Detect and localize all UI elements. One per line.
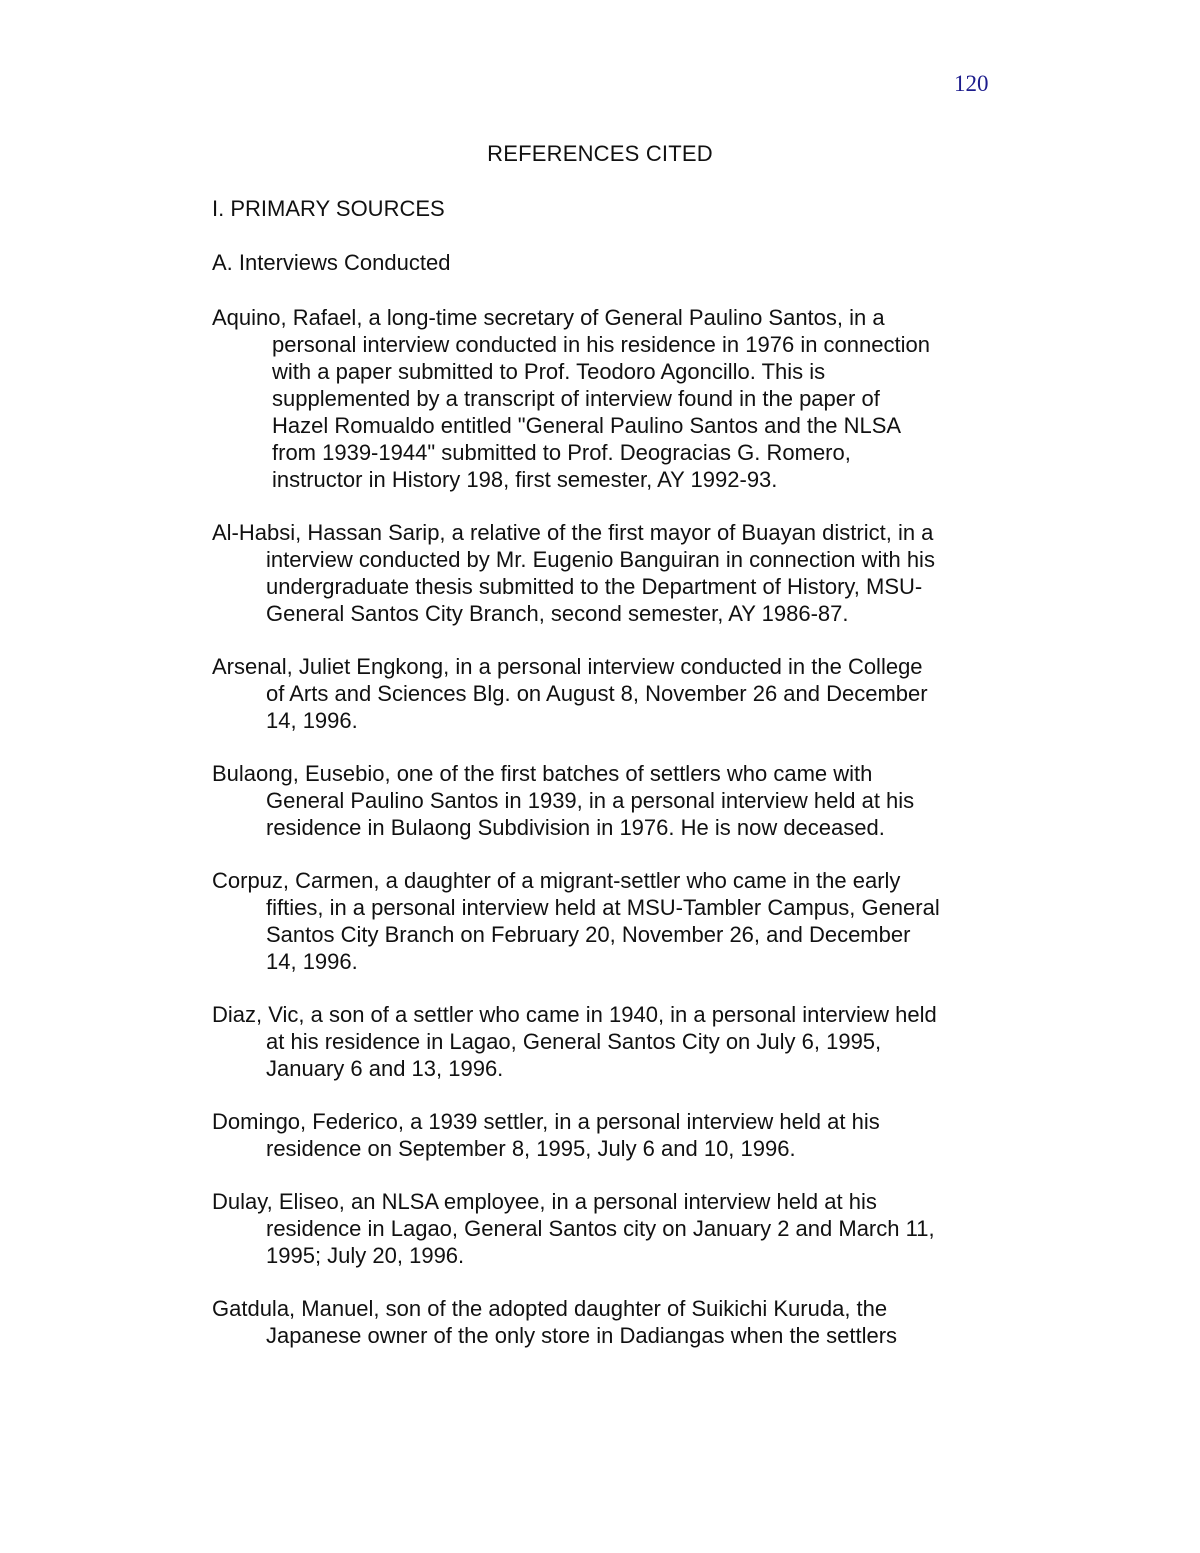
document-title: REFERENCES CITED [487, 141, 713, 166]
reference-entry [212, 1295, 992, 1349]
reference-line: General Paulino Santos in 1939, in a personal interview held at his [266, 788, 915, 813]
reference-line: General Santos City Branch, second semester, AY 1986-87. [266, 601, 849, 626]
reference-line: instructor in History 198, first semester, AY 1992-93. [272, 467, 778, 492]
reference-line: residence on September 8, 1995, July 6 and 10, 1996. [266, 1136, 796, 1161]
section-heading: I. PRIMARY SOURCES [212, 196, 445, 221]
reference-line: residence in Bulaong Subdivision in 1976. He is now deceased. [266, 815, 885, 840]
reference-entry [212, 653, 992, 734]
reference-line: undergraduate thesis submitted to the Department of History, MSU- [266, 574, 923, 599]
reference-line: Bulaong, Eusebio, one of the first batches of settlers who came with [212, 761, 873, 786]
reference-entry [212, 304, 992, 493]
reference-line: Arsenal, Juliet Engkong, in a personal interview conducted in the College [212, 654, 923, 679]
reference-line: Santos City Branch on February 20, November 26, and December [266, 922, 911, 947]
reference-line: at his residence in Lagao, General Santos City on July 6, 1995, [266, 1029, 882, 1054]
reference-entry [212, 1001, 992, 1082]
reference-entry [212, 1108, 992, 1162]
reference-entry [212, 519, 992, 627]
reference-line: 1995; July 20, 1996. [266, 1243, 465, 1268]
reference-line: Diaz, Vic, a son of a settler who came in 1940, in a personal interview held [212, 1002, 937, 1027]
reference-entry [212, 760, 992, 841]
reference-list [212, 304, 992, 1375]
reference-line: supplemented by a transcript of interview found in the paper of [272, 386, 880, 411]
reference-line: Aquino, Rafael, a long-time secretary of General Paulino Santos, in a [212, 305, 885, 330]
reference-line: residence in Lagao, General Santos city on January 2 and March 11, [266, 1216, 935, 1241]
reference-entry [212, 867, 992, 975]
reference-line: Domingo, Federico, a 1939 settler, in a personal interview held at his [212, 1109, 880, 1134]
reference-line: 14, 1996. [266, 708, 358, 733]
reference-line: 14, 1996. [266, 949, 358, 974]
reference-line: fifties, in a personal interview held at MSU-Tambler Campus, General [266, 895, 940, 920]
reference-entry [212, 1188, 992, 1269]
reference-line: with a paper submitted to Prof. Teodoro Agoncillo. This is [272, 359, 826, 384]
reference-line: Japanese owner of the only store in Dadiangas when the settlers [266, 1323, 898, 1348]
reference-line: of Arts and Sciences Blg. on August 8, November 26 and December [266, 681, 928, 706]
page-number: 120 [954, 71, 989, 96]
reference-line: Al-Habsi, Hassan Sarip, a relative of the first mayor of Buayan district, in a [212, 520, 934, 545]
reference-line: interview conducted by Mr. Eugenio Banguiran in connection with his [266, 547, 935, 572]
reference-line: January 6 and 13, 1996. [266, 1056, 504, 1081]
reference-line: Corpuz, Carmen, a daughter of a migrant-settler who came in the early [212, 868, 901, 893]
reference-line: Dulay, Eliseo, an NLSA employee, in a personal interview held at his [212, 1189, 877, 1214]
reference-line: from 1939-1944" submitted to Prof. Deogracias G. Romero, [272, 440, 851, 465]
reference-line: Hazel Romualdo entitled "General Paulino Santos and the NLSA [272, 413, 902, 438]
reference-line: Gatdula, Manuel, son of the adopted daughter of Suikichi Kuruda, the [212, 1296, 888, 1321]
reference-line: personal interview conducted in his residence in 1976 in connection [272, 332, 930, 357]
subsection-heading: A. Interviews Conducted [212, 250, 451, 275]
